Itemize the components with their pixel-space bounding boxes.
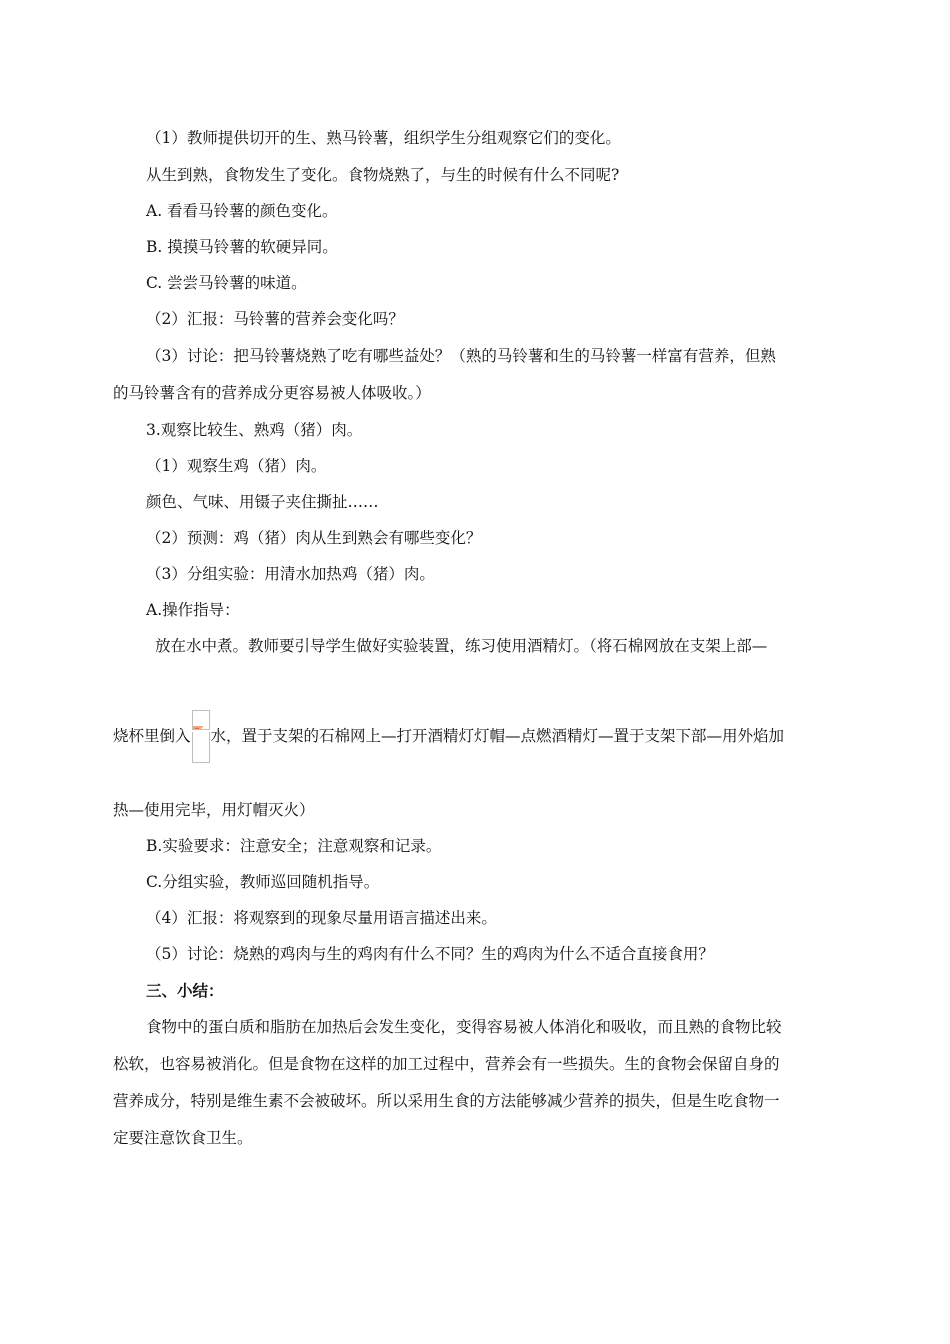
option-b: B. 摸摸马铃薯的软硬异同。 xyxy=(146,238,338,256)
operation-guide-line-with-image xyxy=(113,708,784,764)
report-step: （4）汇报：将观察到的现象尽量用语言描述出来。 xyxy=(146,909,497,927)
step-3-text: （3）讨论：把马铃薯烧熟了吃有哪些益处？（熟的马铃薯和生的马铃薯一样富有营养，但熟 xyxy=(146,347,776,365)
operation-guide-text-part-2: 水，置于支架的石棉网上—打开酒精灯灯帽—点燃酒精灯—置于支架下部—用外焰加 xyxy=(210,727,785,745)
summary-heading: 三、小结： xyxy=(146,981,224,1000)
step-2-text: （2）汇报：马铃薯的营养会变化吗？ xyxy=(146,310,404,328)
summary-text-2: 松软，也容易被消化。但是食物在这样的加工过程中，营养会有一些损失。生的食物会保留自身的 xyxy=(113,1055,780,1073)
predict-step: （2）预测：鸡（猪）肉从生到熟会有哪些变化？ xyxy=(146,529,482,547)
step-3-text-cont: 的马铃薯含有的营养成分更容易被人体吸收。） xyxy=(113,384,431,402)
section-3-heading: 3.观察比较生、熟鸡（猪）肉。 xyxy=(146,421,363,439)
image-thumbnail xyxy=(192,710,210,730)
experiment-step: （3）分组实验：用清水加热鸡（猪）肉。 xyxy=(146,565,435,583)
observe-step-1: （1）观察生鸡（猪）肉。 xyxy=(146,457,327,475)
question-text: 从生到熟，食物发生了变化。食物烧熟了，与生的时候有什么不同呢? xyxy=(146,166,620,184)
option-c: C. 尝尝马铃薯的味道。 xyxy=(146,274,307,292)
observe-details: 颜色、气味、用镊子夹住撕扯…… xyxy=(146,493,379,511)
summary-text-4: 定要注意饮食卫生。 xyxy=(113,1129,253,1147)
broken-image-icon xyxy=(192,710,210,764)
operation-guide-text-end: 热—使用完毕，用灯帽灭火） xyxy=(113,801,315,819)
experiment-requirements: B.实验要求：注意安全；注意观察和记录。 xyxy=(146,837,442,855)
summary-text-1: 食物中的蛋白质和脂肪在加热后会发生变化，变得容易被人体消化和吸收，而且熟的食物比较 xyxy=(146,1018,782,1036)
step-1-text: （1）教师提供切开的生、熟马铃薯，组织学生分组观察它们的变化。 xyxy=(146,129,621,147)
option-a: A. 看看马铃薯的颜色变化。 xyxy=(146,202,338,220)
image-frame xyxy=(192,732,210,763)
group-experiment: C.分组实验，教师巡回随机指导。 xyxy=(146,873,380,891)
operation-guide-label: A.操作指导： xyxy=(146,601,240,619)
discussion-step: （5）讨论：烧熟的鸡肉与生的鸡肉有什么不同？生的鸡肉为什么不适合直接食用？ xyxy=(146,945,714,963)
operation-guide-text-part-1: 烧杯里倒入 xyxy=(113,727,191,745)
operation-guide-text: 放在水中煮。教师要引导学生做好实验装置，练习使用酒精灯。（将石棉网放在支架上部— xyxy=(155,637,768,655)
summary-text-3: 营养成分，特别是维生素不会被破坏。所以采用生食的方法能够减少营养的损失，但是生吃食物一 xyxy=(113,1092,780,1110)
